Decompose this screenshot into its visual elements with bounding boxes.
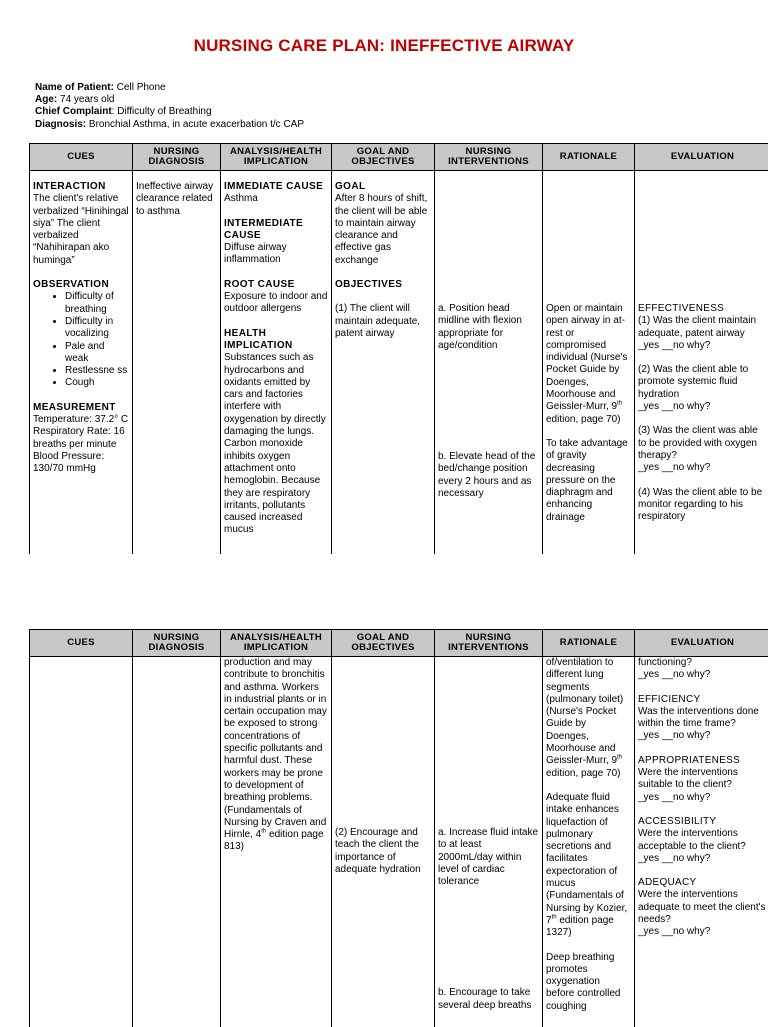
rationale-2: Adequate fluid intake enhances liquefaction of pulmonary secretions and facilitates expectoration of mucus (Fundamentals of Nursing by Kozier, 7th edition page 1327) (546, 792, 631, 940)
root-cause-text: Exposure to indoor and outdoor allergens (224, 291, 328, 316)
list-item: • Cough (65, 377, 129, 389)
objectives-heading: OBJECTIVES (335, 279, 431, 291)
objective-2-text: (2) Encourage and teach the client the importance of adequate hydration (335, 827, 431, 876)
evaluation-q4: (4) Was the client able to be monitor regarding to his respiratory (638, 487, 767, 524)
appropriateness-answer: _yes __no why? (638, 792, 767, 804)
care-plan-table-1 (29, 143, 768, 554)
patient-name-line: Name of Patient: Cell Phone (35, 82, 304, 94)
appropriateness-question: Were the interventions suitable to the client? (638, 767, 767, 792)
table-row (30, 657, 768, 1027)
evaluation-q2: (2) Was the client able to promote systemic fluid hydration (638, 364, 767, 401)
table-header-row (30, 144, 768, 171)
appropriateness-heading: APPROPRIATENESS (638, 755, 767, 767)
chief-complaint-line: Chief Complaint: Difficulty of Breathing (35, 106, 304, 118)
observation-heading: OBSERVATION (33, 279, 129, 291)
evaluation-q3: (3) Was the client was able to be provided with oxygen therapy? (638, 425, 767, 462)
effectiveness-heading: EFFECTIVENESS (638, 303, 767, 315)
accessibility-answer: _yes __no why? (638, 853, 767, 865)
goal-cell (332, 171, 435, 554)
interaction-heading: INTERACTION (33, 181, 129, 193)
health-implication-heading: HEALTH IMPLICATION (224, 328, 328, 353)
rationale-cell (543, 171, 635, 554)
goal-heading: GOAL (335, 181, 431, 193)
table-header-row (30, 630, 768, 657)
efficiency-heading: EFFICIENCY (638, 694, 767, 706)
care-plan-table-2 (29, 629, 768, 1027)
goal-cell (332, 657, 435, 1027)
accessibility-heading: ACCESSIBILITY (638, 816, 767, 828)
evaluation-continued-answer: _yes __no why? (638, 669, 767, 681)
adequacy-heading: ADEQUACY (638, 877, 767, 889)
interventions-cell (435, 171, 543, 554)
patient-info (35, 82, 304, 131)
page-title: NURSING CARE PLAN: INEFFECTIVE AIRWAY (0, 36, 768, 56)
interaction-text: The client's relative verbalized “Hinihingal siya” The client verbalized “Nahihirapan ako huminga” (33, 193, 129, 267)
analysis-cell (221, 171, 332, 554)
root-cause-heading: ROOT CAUSE (224, 279, 328, 291)
diagnosis-cell (133, 171, 221, 554)
evaluation-q2-answer: _yes __no why? (638, 401, 767, 413)
intermediate-cause-heading: INTERMEDIATE CAUSE (224, 218, 328, 243)
analysis-continued-text: production and may contribute to bronchitis and asthma. Workers in industrial plants or in certain occupation may be exposed to strong concentrations of specific pollutants and harmful dust. These workers may be prone to development of breathing problems. (Fundamentals of Nursing by Craven and Hirnle, 4th edition page 813) (224, 657, 328, 854)
list-item: • Difficulty in vocalizing (65, 316, 129, 341)
goal-text: After 8 hours of shift, the client will be able to maintain airway clearance and effective gas exchange (335, 193, 431, 267)
evaluation-q1-answer: _yes __no why? (638, 340, 767, 352)
immediate-cause-heading: IMMEDIATE CAUSE (224, 181, 328, 193)
objective-1-text: (1) The client will maintain adequate, patent airway (335, 303, 431, 340)
header-analysis: ANALYSIS/HEALTH IMPLICATION (221, 144, 332, 171)
efficiency-answer: _yes __no why? (638, 730, 767, 742)
evaluation-continued: functioning? (638, 657, 767, 669)
header-nursing-diagnosis: NURSING DIAGNOSIS (133, 144, 221, 171)
header-evaluation: EVALUATION (635, 144, 768, 171)
list-item: • Restlessne ss (65, 365, 129, 377)
header-goal: GOAL AND OBJECTIVES (332, 144, 435, 171)
header-rationale: RATIONALE (543, 144, 635, 171)
intervention-b: b. Encourage to take several deep breaths (438, 987, 539, 1012)
evaluation-q1: (1) Was the client maintain adequate, patent airway (638, 315, 767, 340)
rationale-2: To take advantage of gravity decreasing pressure on the diaphragm and enhancing drainage (546, 438, 631, 524)
diagnosis-cell (133, 657, 221, 1027)
intervention-a: a. Position head midline with flexion appropriate for age/condition (438, 303, 539, 352)
observation-list (33, 291, 129, 389)
list-item: • Pale and weak (65, 341, 129, 366)
table-row (30, 171, 768, 554)
interventions-cell (435, 657, 543, 1027)
health-implication-text: Substances such as hydrocarbons and oxidants emitted by cars and factories interfere with oxygenation by directly damaging the lungs. Carbon monoxide inhibits oxygen attachment onto hemoglobin. Because they are respiratory irritants, pollutants caused increased mucus (224, 352, 328, 536)
cues-cell (30, 657, 133, 1027)
header-goal: GOAL AND OBJECTIVES (332, 630, 435, 657)
header-evaluation: EVALUATION (635, 630, 768, 657)
header-interventions: NURSING INTERVENTIONS (435, 630, 543, 657)
adequacy-question: Were the interventions adequate to meet the client's needs? (638, 889, 767, 926)
accessibility-question: Were the interventions acceptable to the client? (638, 828, 767, 853)
analysis-cell (221, 657, 332, 1027)
adequacy-answer: _yes __no why? (638, 926, 767, 938)
rationale-3: Deep breathing promotes oxygenation before controlled coughing (546, 952, 631, 1013)
evaluation-cell (635, 657, 768, 1027)
header-nursing-diagnosis: NURSING DIAGNOSIS (133, 630, 221, 657)
intervention-b: b. Elevate head of the bed/change position every 2 hours and as necessary (438, 451, 539, 500)
header-rationale: RATIONALE (543, 630, 635, 657)
rationale-cell (543, 657, 635, 1027)
patient-age-line: Age: 74 years old (35, 94, 304, 106)
header-analysis: ANALYSIS/HEALTH IMPLICATION (221, 630, 332, 657)
intermediate-cause-text: Diffuse airway inflammation (224, 242, 328, 267)
rationale-1: Open or maintain open airway in at-rest or compromised individual (Nurse's Pocket Guide by Doenges, Moorhouse and Geissler-Murr, 9th edition, page 70) (546, 303, 631, 426)
efficiency-question: Was the interventions done within the time frame? (638, 706, 767, 731)
diagnosis-text: Ineffective airway clearance related to asthma (136, 181, 217, 218)
measurement-heading: MEASUREMENT (33, 402, 129, 414)
evaluation-q3-answer: _yes __no why? (638, 462, 767, 474)
header-cues: CUES (30, 630, 133, 657)
rationale-1: of/ventilation to different lung segments (pulmonary toilet) (Nurse's Pocket Guide by Doenges, Moorhouse and Geissler-Murr, 9th edition, page 70) (546, 657, 631, 780)
immediate-cause-text: Asthma (224, 193, 328, 205)
header-interventions: NURSING INTERVENTIONS (435, 144, 543, 171)
diagnosis-line: Diagnosis: Bronchial Asthma, in acute exacerbation t/c CAP (35, 119, 304, 131)
header-cues: CUES (30, 144, 133, 171)
cues-cell (30, 171, 133, 554)
measurement-text: Temperature: 37.2° C Respiratory Rate: 16 breaths per minute Blood Pressure: 130/70 mmHg (33, 414, 129, 475)
evaluation-cell (635, 171, 768, 554)
intervention-a: a. Increase fluid intake to at least 2000mL/day within level of cardiac tolerance (438, 827, 539, 888)
list-item: • Difficulty of breathing (65, 291, 129, 316)
